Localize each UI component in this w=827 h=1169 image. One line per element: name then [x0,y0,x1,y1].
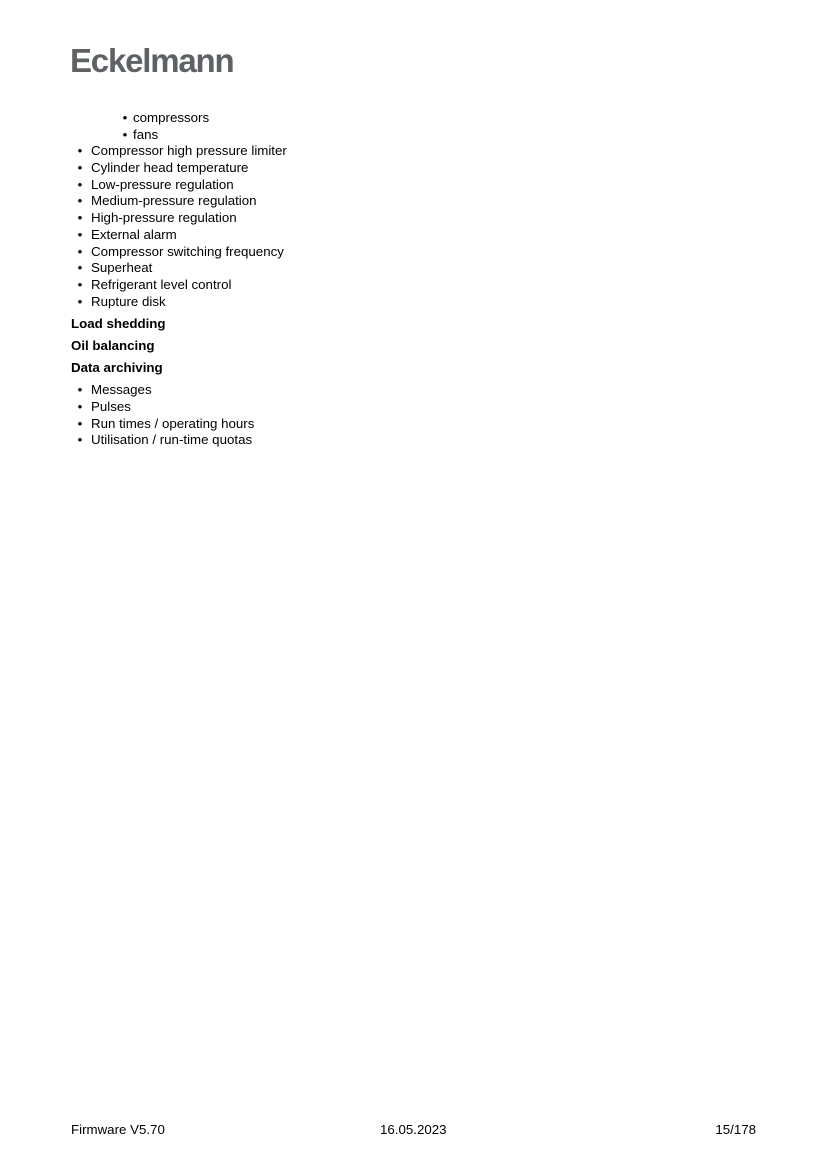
bullet-icon: • [77,176,83,192]
list-item [71,177,761,194]
list-item [71,143,761,160]
list-item-label: Compressor high pressure limiter [91,143,287,159]
list-item [71,210,761,227]
list-item [71,110,761,127]
list-item [71,160,761,177]
list-item [71,399,761,416]
bullet-icon: • [77,260,83,276]
bullet-icon: • [77,399,83,415]
list-item [71,127,761,144]
bullet-icon: • [122,110,128,125]
heading-oil-balancing: Oil balancing [71,337,155,353]
heading-load-shedding: Load shedding [71,315,166,331]
bullet-icon: • [77,226,83,242]
list-item-label: High-pressure regulation [91,210,237,226]
heading-data-archiving: Data archiving [71,360,163,376]
bullet-icon: • [77,143,83,159]
bullet-icon: • [77,243,83,259]
list-item [71,416,761,433]
archive-list [71,382,761,449]
bullet-icon: • [122,126,128,142]
eckelmann-logo: Eckelmann [70,42,234,79]
bullet-icon: • [77,415,83,431]
list-item-label: Run times / operating hours [91,415,255,431]
footer-page-number: 15/178 [715,1122,756,1137]
list-item-label: Pulses [91,399,131,415]
list-item [71,277,761,294]
document-content [71,110,761,449]
bullet-icon: • [77,193,83,209]
list-item-label: Medium-pressure regulation [91,193,257,209]
footer-firmware-version: Firmware V5.70 [71,1122,165,1137]
bullet-icon: • [77,160,83,176]
list-item-label: Cylinder head temperature [91,160,249,176]
list-item-label: Compressor switching frequency [91,243,284,259]
list-item-label: compressors [133,110,210,125]
bullet-icon: • [77,382,83,398]
list-item [71,193,761,210]
list-item-label: Superheat [91,260,153,276]
list-item-label: fans [133,126,159,142]
list-item [71,260,761,277]
bullet-icon: • [77,432,83,448]
list-item [71,382,761,399]
list-item [71,227,761,244]
list-item [71,432,761,449]
list-item-label: Rupture disk [91,293,166,309]
sub-list [71,110,761,143]
bullet-icon: • [77,293,83,309]
list-item-label: Refrigerant level control [91,276,232,292]
bullet-icon: • [77,276,83,292]
bullet-icon: • [77,210,83,226]
list-item-label: Messages [91,382,152,398]
list-item-label: External alarm [91,226,177,242]
footer-date: 16.05.2023 [380,1122,447,1137]
list-item [71,244,761,261]
list-item-label: Low-pressure regulation [91,176,234,192]
list-item [71,294,761,311]
list-item-label: Utilisation / run-time quotas [91,432,253,448]
monitoring-list [71,143,761,310]
